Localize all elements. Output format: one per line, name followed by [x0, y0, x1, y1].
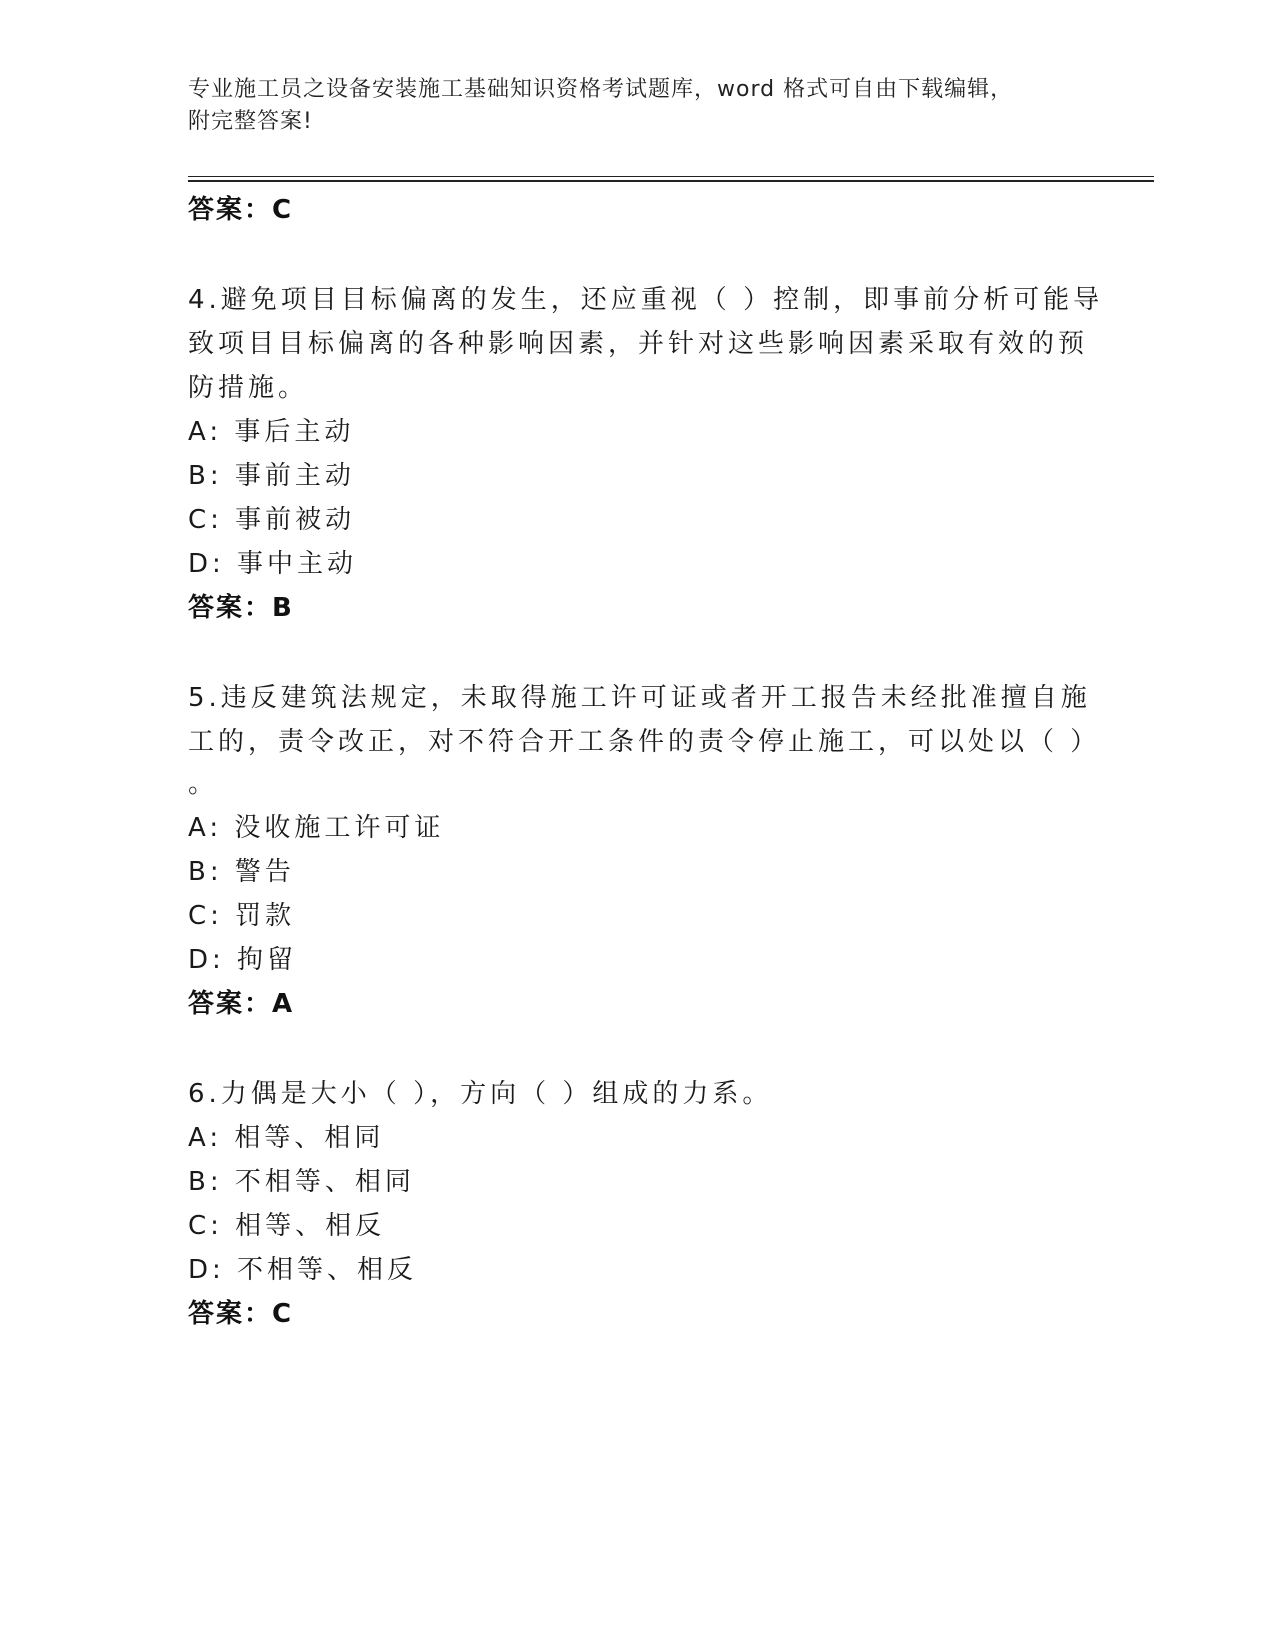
question-6-option-a: A: 相等、相同	[188, 1123, 385, 1153]
question-6-option-d: D: 不相等、相反	[188, 1255, 418, 1285]
question-5-answer: 答案：A	[188, 989, 295, 1019]
question-5-stem-line-1: 5.违反建筑法规定，未取得施工许可证或者开工报告未经批准擅自施	[188, 683, 1091, 713]
question-5-option-d: D: 拘留	[188, 945, 298, 975]
question-5-option-b: B: 警告	[188, 857, 295, 887]
question-5-stem-line-2: 工的，责令改正，对不符合开工条件的责令停止施工，可以处以（ ）	[188, 727, 1101, 757]
question-4-option-a: A: 事后主动	[188, 417, 355, 447]
question-4-answer: 答案：B	[188, 593, 294, 623]
question-6-option-b: B: 不相等、相同	[188, 1167, 415, 1197]
answer-prev: 答案：C	[188, 195, 294, 225]
question-5-stem-line-3: 。	[188, 769, 219, 799]
question-4-stem-line-3: 防措施。	[188, 373, 309, 403]
header-divider-thin	[188, 176, 1154, 177]
question-4-stem-line-2: 致项目目标偏离的各种影响因素，并针对这些影响因素采取有效的预	[188, 329, 1089, 359]
question-6-stem-line-1: 6.力偶是大小（ ），方向（ ）组成的力系。	[188, 1079, 773, 1109]
question-6-option-c: C: 相等、相反	[188, 1211, 386, 1241]
question-4-option-c: C: 事前被动	[188, 505, 356, 535]
question-6-answer: 答案：C	[188, 1299, 294, 1329]
header-line-1: 专业施工员之设备安装施工基础知识资格考试题库，word 格式可自由下载编辑，	[188, 77, 1014, 102]
question-4-option-b: B: 事前主动	[188, 461, 355, 491]
question-4-stem-line-1: 4.避免项目目标偏离的发生，还应重视（ ）控制，即事前分析可能导	[188, 285, 1104, 315]
question-5-option-c: C: 罚款	[188, 901, 296, 931]
question-5-option-a: A: 没收施工许可证	[188, 813, 445, 843]
header-divider-thick	[188, 180, 1154, 182]
document-header	[188, 74, 1088, 138]
question-4-option-d: D: 事中主动	[188, 549, 358, 579]
header-line-2: 附完整答案!	[188, 109, 313, 134]
